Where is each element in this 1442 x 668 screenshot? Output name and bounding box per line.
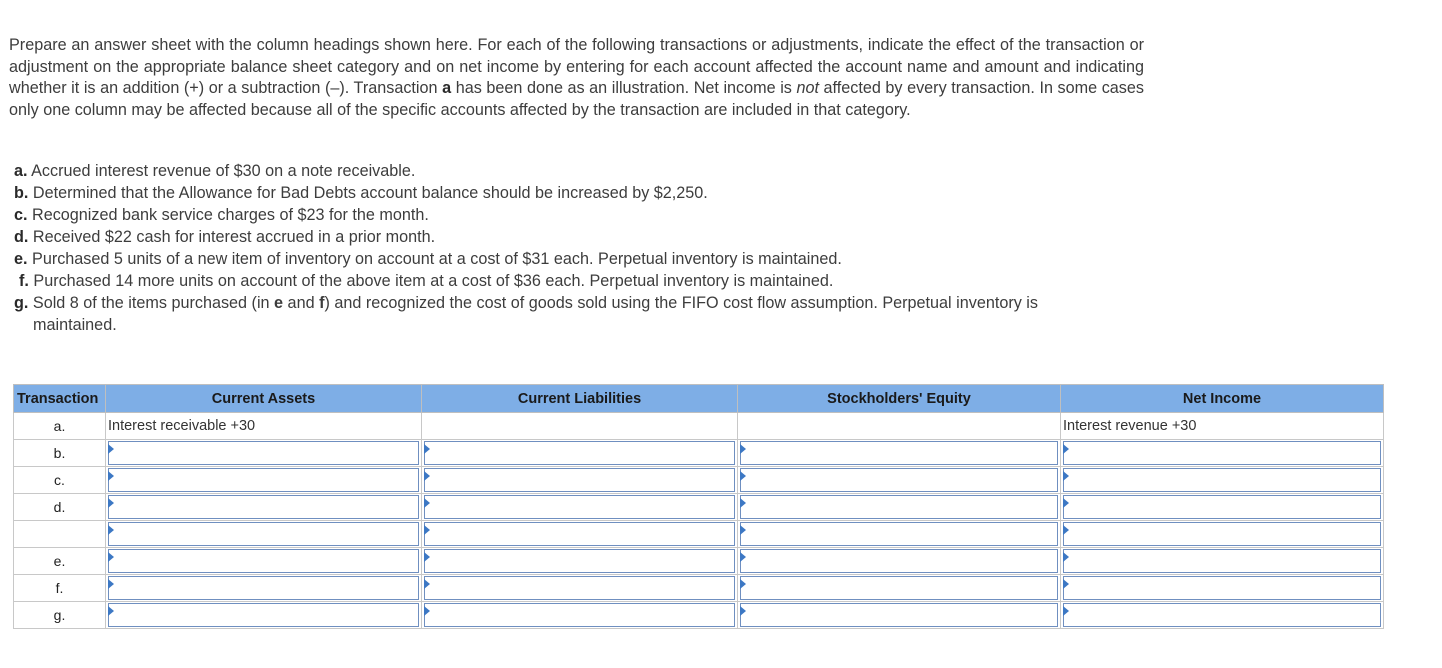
- table-row-b: [14, 440, 1384, 467]
- transaction-text: Recognized bank service charges of $23 for the month.: [32, 206, 429, 224]
- answer-input-box: [740, 441, 1058, 465]
- table-row-d-extra: [14, 521, 1384, 548]
- cell-net-income: [1061, 467, 1384, 494]
- answer-input-box: [740, 495, 1058, 519]
- answer-input-box: [1063, 603, 1381, 627]
- cell-current-assets: [106, 575, 422, 602]
- cell-net-income: [1061, 575, 1384, 602]
- answer-input-box: [740, 576, 1058, 600]
- row-label: d.: [14, 494, 106, 521]
- cell-current-liabilities: [422, 521, 738, 548]
- current-assets-input[interactable]: [109, 496, 418, 518]
- cell-stockholders-equity: [738, 521, 1061, 548]
- cell-current-assets: [106, 494, 422, 521]
- cell-stockholders-equity: [738, 575, 1061, 602]
- net-income-input[interactable]: [1064, 577, 1380, 599]
- cell-current-assets: [106, 467, 422, 494]
- transaction-item-g: [14, 292, 1124, 336]
- instructions-paragraph: [9, 35, 1144, 121]
- net-income-input[interactable]: [1064, 550, 1380, 572]
- answer-input-box: [424, 522, 735, 546]
- instructions-text-1: Prepare an answer sheet with the column headings shown here. For each of the following transactions or adjustments, indicate the effect of the transaction or adjustment on the appropriate balance sheet category and on net income by entering for each account affected the account name and amount and indicating whether it is an addition (+) or a subtraction (–). Transaction: [9, 36, 1144, 97]
- current-assets-input[interactable]: [109, 577, 418, 599]
- cell-current-liabilities: [422, 575, 738, 602]
- stockholders-equity-input[interactable]: [741, 469, 1057, 491]
- transaction-item-b: [14, 182, 1124, 204]
- row-label: b.: [14, 440, 106, 467]
- stockholders-equity-input[interactable]: [741, 496, 1057, 518]
- transaction-text: Received $22 cash for interest accrued in a prior month.: [32, 228, 436, 246]
- table-row-f: [14, 575, 1384, 602]
- row-label: a.: [14, 413, 106, 440]
- current-liabilities-input[interactable]: [425, 442, 734, 464]
- instructions-bold-a: a: [442, 79, 452, 97]
- transaction-text: Sold 8 of the items purchased (in: [32, 294, 275, 312]
- net-income-input[interactable]: [1064, 469, 1380, 491]
- row-label: g.: [14, 602, 106, 629]
- header-net-income: Net Income: [1061, 385, 1384, 413]
- stockholders-equity-input[interactable]: [741, 604, 1057, 626]
- row-label: e.: [14, 548, 106, 575]
- answer-input-box: [108, 495, 419, 519]
- transaction-list: [14, 160, 1124, 336]
- transaction-ref-f: f: [319, 294, 325, 312]
- current-liabilities-input[interactable]: [425, 469, 734, 491]
- cell-stockholders-equity: [738, 413, 1061, 440]
- cell-stockholders-equity: [738, 548, 1061, 575]
- header-stockholders-equity: Stockholders' Equity: [738, 385, 1061, 413]
- net-income-input[interactable]: [1064, 604, 1380, 626]
- cell-current-liabilities: [422, 602, 738, 629]
- cell-current-assets: [106, 521, 422, 548]
- transaction-text: Determined that the Allowance for Bad Debts account balance should be increased by $2,250.: [32, 184, 708, 202]
- table-row-a: [14, 413, 1384, 440]
- cell-current-assets: [106, 548, 422, 575]
- answer-input-box: [740, 549, 1058, 573]
- current-liabilities-input[interactable]: [425, 577, 734, 599]
- answer-input-box: [108, 549, 419, 573]
- table-header-row: [14, 385, 1384, 413]
- net-income-input[interactable]: [1064, 496, 1380, 518]
- transaction-letter: g.: [14, 294, 29, 312]
- transaction-text: Purchased 5 units of a new item of inventory on account at a cost of $31 each. Perpetual inventory is maintained.: [32, 250, 842, 268]
- net-income-input[interactable]: [1064, 523, 1380, 545]
- answer-input-box: [740, 522, 1058, 546]
- transaction-text: Accrued interest revenue of $30 on a note receivable.: [31, 162, 416, 180]
- header-current-liabilities: Current Liabilities: [422, 385, 738, 413]
- cell-current-liabilities: [422, 467, 738, 494]
- stockholders-equity-input[interactable]: [741, 577, 1057, 599]
- transaction-item-e: [14, 248, 1124, 270]
- transaction-ref-e: e: [274, 294, 284, 312]
- answer-input-box: [424, 441, 735, 465]
- cell-net-income: [1061, 602, 1384, 629]
- current-assets-input[interactable]: [109, 604, 418, 626]
- answer-input-box: [424, 576, 735, 600]
- answer-input-box: [424, 549, 735, 573]
- answer-input-box: [424, 495, 735, 519]
- transaction-item-c: [14, 204, 1124, 226]
- stockholders-equity-input[interactable]: [741, 550, 1057, 572]
- stockholders-equity-input[interactable]: [741, 442, 1057, 464]
- answer-input-box: [108, 576, 419, 600]
- transaction-text: Purchased 14 more units on account of the above item at a cost of $36 each. Perpetual inventory is maintained.: [33, 272, 834, 290]
- current-liabilities-input[interactable]: [425, 523, 734, 545]
- net-income-input[interactable]: [1064, 442, 1380, 464]
- table-row-c: [14, 467, 1384, 494]
- cell-stockholders-equity: [738, 602, 1061, 629]
- cell-net-income: [1061, 440, 1384, 467]
- cell-net-income: [1061, 548, 1384, 575]
- transaction-item-a: [14, 160, 1124, 182]
- cell-net-income: [1061, 494, 1384, 521]
- table-row-e: [14, 548, 1384, 575]
- current-assets-input[interactable]: [109, 469, 418, 491]
- instructions-italic-not: not: [796, 79, 819, 97]
- answer-input-box: [740, 468, 1058, 492]
- cell-current-liabilities: [422, 494, 738, 521]
- current-assets-input[interactable]: [109, 442, 418, 464]
- header-transaction: Transaction: [14, 385, 106, 413]
- answer-input-box: [108, 468, 419, 492]
- cell-current-liabilities: [422, 548, 738, 575]
- transaction-text: ) and recognized the cost of goods sold using the FIFO cost flow assumption. Perpetual inventory is maintained.: [33, 294, 1038, 334]
- current-liabilities-input[interactable]: [425, 604, 734, 626]
- cell-stockholders-equity: [738, 494, 1061, 521]
- current-liabilities-input[interactable]: [425, 550, 734, 572]
- transaction-letter: a.: [14, 162, 28, 180]
- answer-input-box: [740, 603, 1058, 627]
- instructions-text-2: has been done as an illustration. Net income is: [451, 79, 797, 97]
- cell-stockholders-equity: [738, 467, 1061, 494]
- transaction-letter: c.: [14, 206, 28, 224]
- answer-input-box: [1063, 522, 1381, 546]
- cell-current-liabilities: [422, 440, 738, 467]
- current-assets-input[interactable]: [109, 523, 418, 545]
- transaction-letter: f.: [19, 272, 29, 290]
- answer-input-box: [424, 468, 735, 492]
- current-assets-input[interactable]: [109, 550, 418, 572]
- cell-current-liabilities: [422, 413, 738, 440]
- answer-input-box: [108, 441, 419, 465]
- table-row-d: [14, 494, 1384, 521]
- answer-input-box: [108, 522, 419, 546]
- table-row-g: [14, 602, 1384, 629]
- answer-input-box: [1063, 495, 1381, 519]
- cell-stockholders-equity: [738, 440, 1061, 467]
- current-liabilities-input[interactable]: [425, 496, 734, 518]
- stockholders-equity-input[interactable]: [741, 523, 1057, 545]
- answer-input-box: [1063, 549, 1381, 573]
- instructions-text-3: affected by every transaction. In some cases only one column may be affected because all of the specific accounts affected by the transaction are included in that category.: [9, 79, 1144, 119]
- answer-input-box: [1063, 468, 1381, 492]
- cell-current-assets: [106, 602, 422, 629]
- answer-input-box: [1063, 441, 1381, 465]
- transaction-text: and: [283, 294, 320, 312]
- answer-input-box: [424, 603, 735, 627]
- transaction-item-f: [14, 270, 1124, 292]
- answer-sheet-table: [13, 384, 1384, 629]
- cell-current-assets: [106, 440, 422, 467]
- transaction-item-d: [14, 226, 1124, 248]
- cell-net-income: Interest revenue +30: [1061, 413, 1384, 440]
- transaction-letter: d.: [14, 228, 29, 246]
- cell-net-income: [1061, 521, 1384, 548]
- answer-input-box: [108, 603, 419, 627]
- answer-input-box: [1063, 576, 1381, 600]
- row-label: f.: [14, 575, 106, 602]
- transaction-letter: e.: [14, 250, 28, 268]
- row-label: c.: [14, 467, 106, 494]
- header-current-assets: Current Assets: [106, 385, 422, 413]
- cell-current-assets: Interest receivable +30: [106, 413, 422, 440]
- row-label: [14, 521, 106, 548]
- transaction-letter: b.: [14, 184, 29, 202]
